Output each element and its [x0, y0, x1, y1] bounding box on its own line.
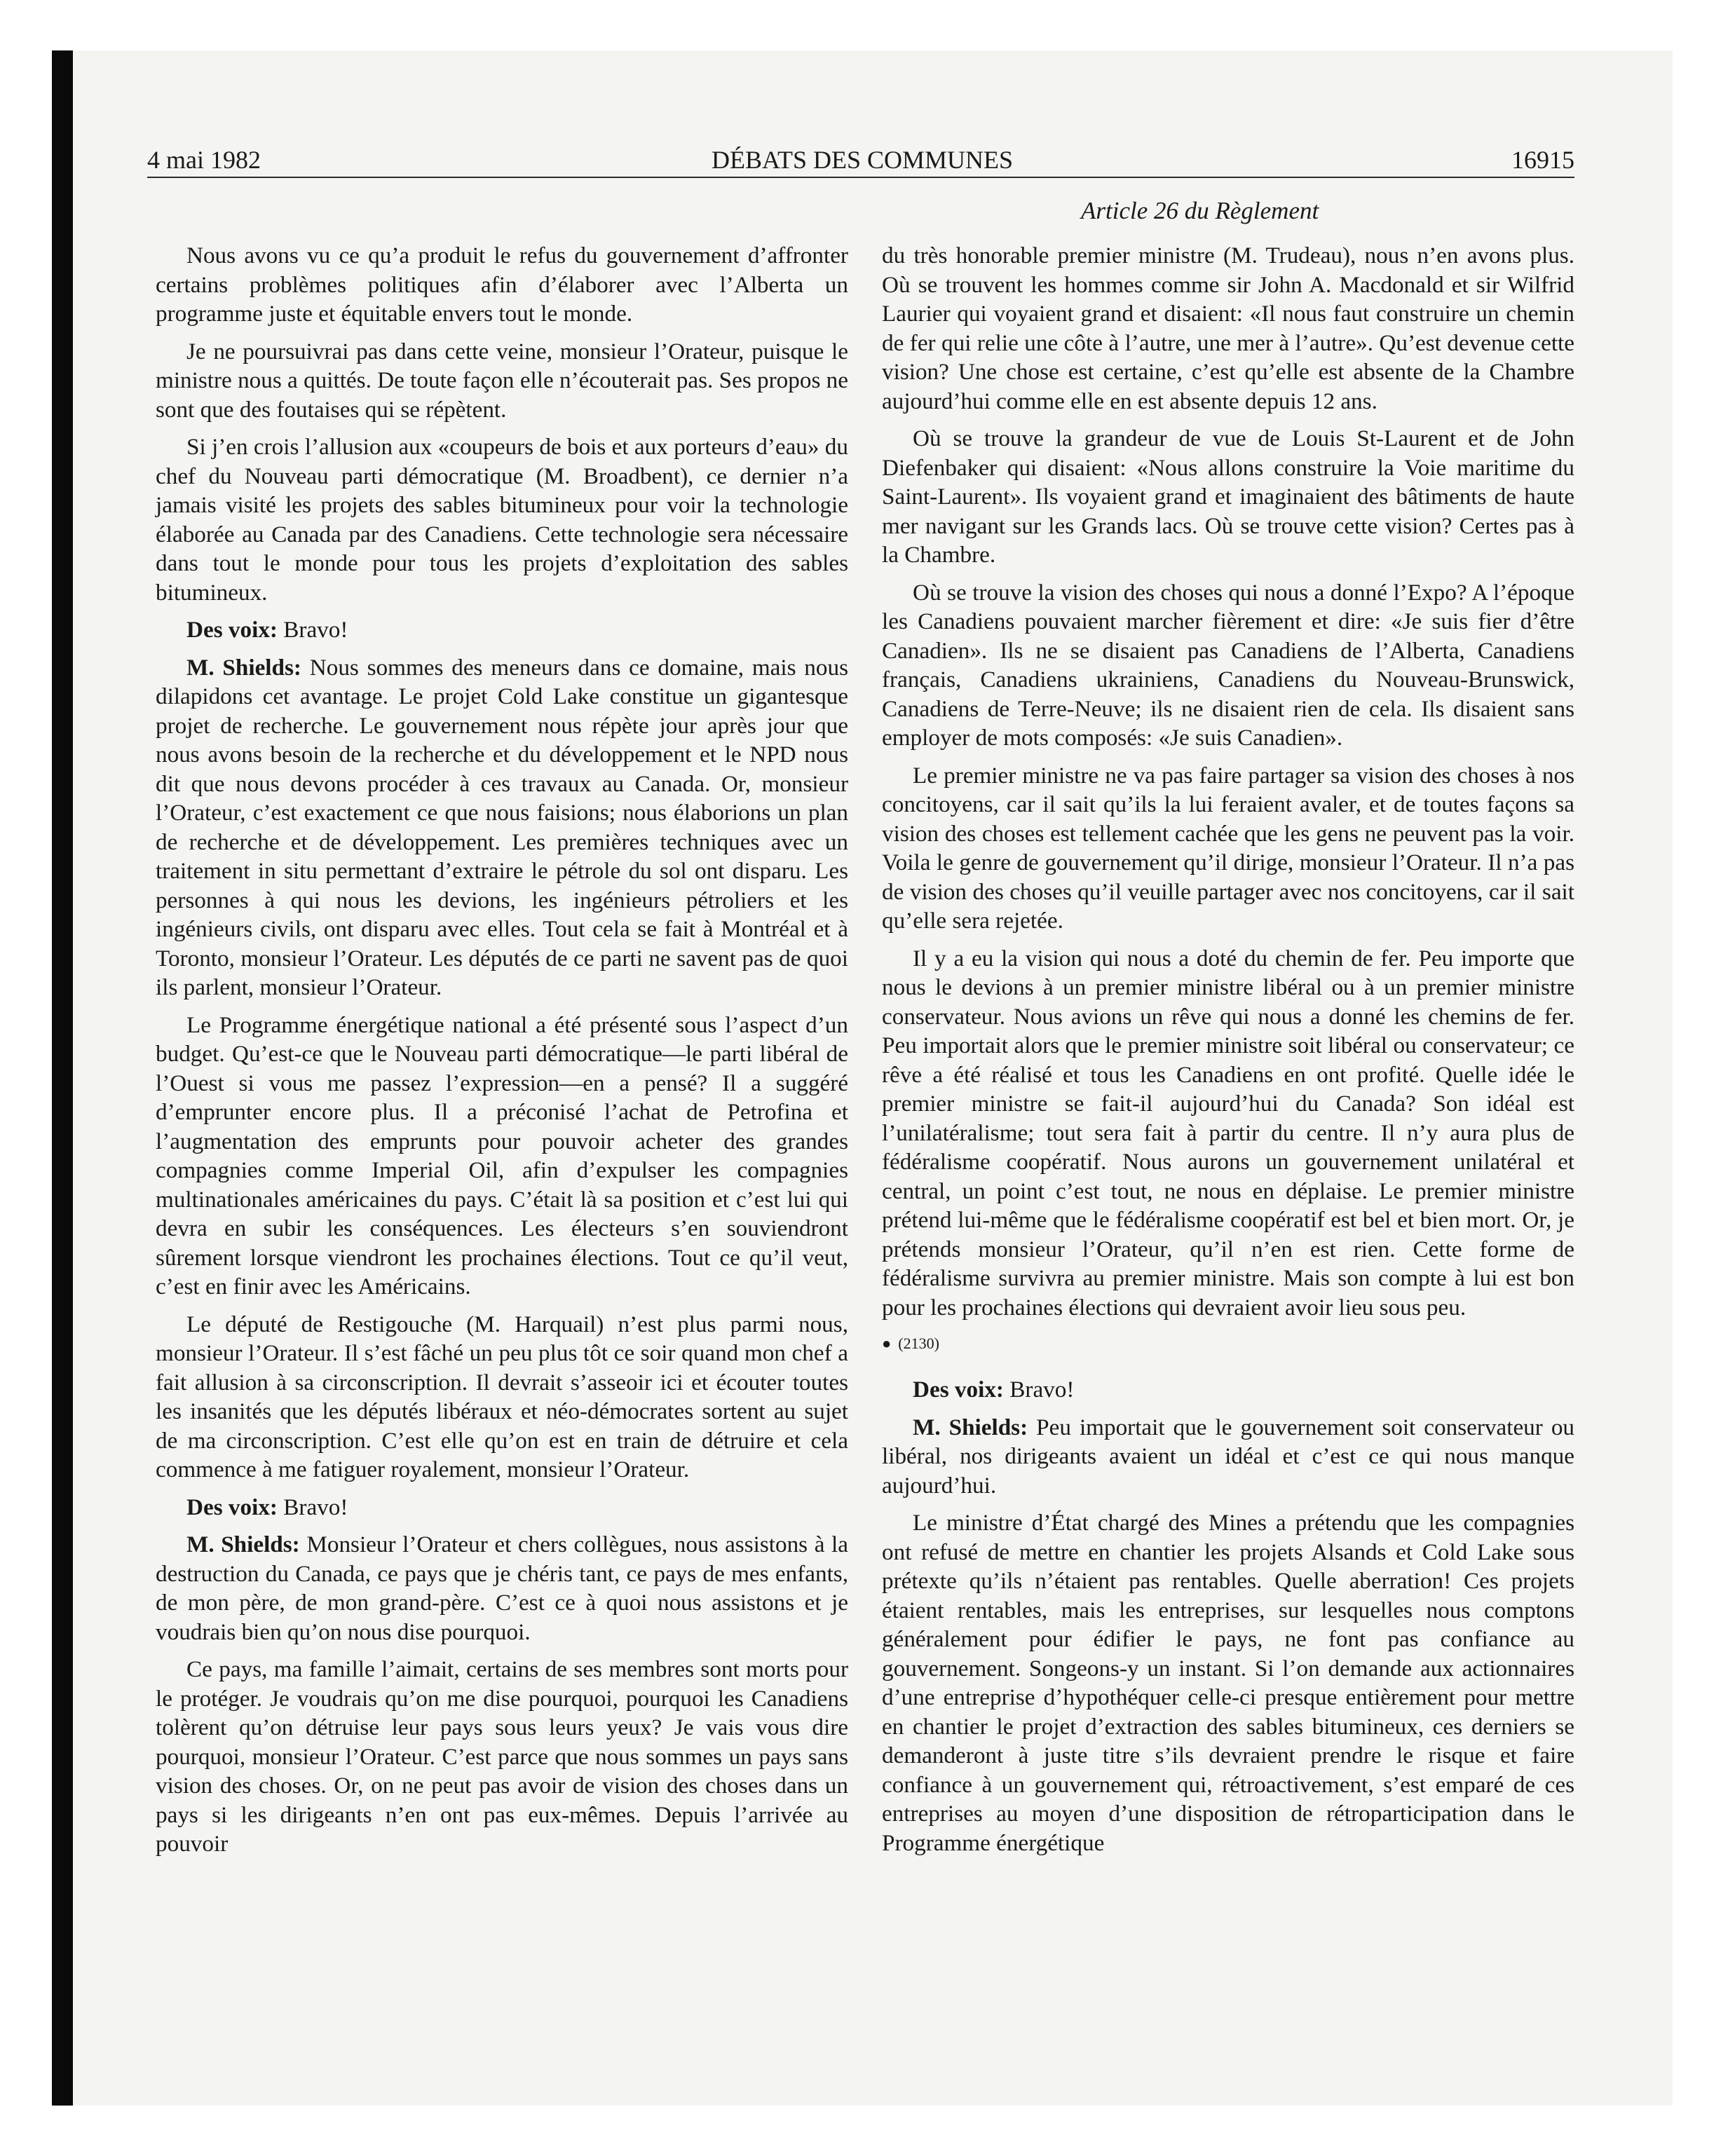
paragraph [882, 424, 1574, 570]
header-rule [147, 177, 1574, 178]
paragraph-text: Le Programme énergétique national a été présenté sous l’aspect d’un budget. Qu’est-ce que le Nouveau parti démocratique—le parti libéral de l’Ouest si vous me passez l’expression—en a pensé? Il a suggéré d’emprunter encore plus. Il a préconisé l’achat de Petrofina et l’augmentation des emprunts pour pouvoir acheter des grandes compagnies comme Imperial Oil, afin d’expulser les compagnies multinationales américaines du pays. C’était là sa position et c’est lui qui devra en subir les conséquences. Les électeurs s’en souviendront sûrement lorsque viendront les prochaines élections. Tout ce qu’il veut, c’est en finir avec les Américains. [156, 1011, 848, 1299]
paragraph [882, 1508, 1574, 1857]
paragraph [156, 1530, 848, 1646]
paragraph-text: Le premier ministre ne va pas faire partager sa vision des choses à nos concitoyens, car il sait qu’ils la lui feraient avaler, et de toutes façons sa vision des choses est tellement cachée que les gens ne peuvent pas la voir. Voila le genre de gouvernement qu’il dirige, monsieur l’Orateur. Il n’a pas de vision des choses qu’il veuille partager avec nos concitoyens, car il sait qu’elle sera rejetée. [882, 762, 1574, 934]
paragraph [156, 1310, 848, 1485]
section-title: Article 26 du Règlement [1081, 197, 1319, 224]
header-page-number: 16915 [1511, 146, 1574, 174]
paragraph-text: Monsieur l’Orateur et chers collègues, nous assistons à la destruction du Canada, ce pays que je chéris tant, ce pays de mes enfants, de mon père, de mon grand-père. C’est ce à quoi nous assistons et je voudrais bien qu’on nous dise pourquoi. [156, 1531, 848, 1645]
speaker-name: Des voix: [186, 1494, 278, 1520]
paragraph [882, 241, 1574, 416]
paragraph [156, 1493, 848, 1522]
scan-edge-bar [52, 50, 73, 2106]
paragraph [156, 1011, 848, 1302]
paragraph [156, 1655, 848, 1859]
paragraph-text: du très honorable premier ministre (M. Trudeau), nous n’en avons plus. Où se trouvent les hommes comme sir John A. Macdonald et sir Wilfrid Laurier qui voyaient grand et disaient: «Il nous faut construire un chemin de fer qui relie une côte à l’autre, une mer à l’autre». Qu’est devenue cette vision? Une chose est certaine, c’est qu’elle est absente de la Chambre aujourd’hui comme elle en est absente depuis 12 ans. [882, 243, 1574, 414]
scanned-page [52, 50, 1673, 2106]
paragraph [156, 615, 848, 645]
speaker-name: Des voix: [186, 617, 278, 643]
paragraph [156, 653, 848, 1002]
time-marker-label: (2130) [898, 1335, 939, 1352]
speaker-name: M. Shields: [913, 1414, 1028, 1440]
paragraph-text: Bravo! [283, 617, 348, 643]
left-column [156, 241, 848, 1859]
paragraph [156, 241, 848, 329]
header-date: 4 mai 1982 [147, 146, 261, 174]
paragraph-text: Si j’en crois l’allusion aux «coupeurs de bois et aux porteurs d’eau» du chef du Nouveau parti démocratique (M. Broadbent), ce dernier n’a jamais visité les projets des sables bitumineux pour voir la technologie élaborée au Canada par des Canadiens. Cette technologie sera nécessaire dans tout le monde pour tous les projets d’exploitation des sables bitumineux. [156, 434, 848, 606]
paragraph-text: Le député de Restigouche (M. Harquail) n’est plus parmi nous, monsieur l’Orateur. Il s’est fâché un peu plus tôt ce soir quand mon chef a fait allusion à sa circonscription. Il devrait s’asseoir ici et écouter toutes les insanités que les députés libéraux et néo-démocrates sortent au sujet de ma circonscription. C’est elle qu’on est en train de détruire et cela commence à me fatiguer royalement, monsieur l’Orateur. [156, 1311, 848, 1482]
paragraph-text: Où se trouve la grandeur de vue de Louis St-Laurent et de John Diefenbaker qui disaient: «Nous allons construire la Voie maritime du Saint-Laurent». Ils voyaient grand et imaginaient des bâtiments de haute mer navigant sur les Grands lacs. Où se trouve cette vision? Certes pas à la Chambre. [882, 425, 1574, 568]
paragraph [156, 432, 848, 607]
paragraph [156, 337, 848, 425]
speaker-name: M. Shields: [186, 1531, 300, 1557]
paragraph-text: Nous sommes des meneurs dans ce domaine, mais nous dilapidons cet avantage. Le projet Cold Lake constitue un gigantesque projet de recherche. Le gouvernement nous répète jour après jour que nous avons besoin de la recherche et du développement et le NPD nous dit que nous devons procéder à ces travaux au Canada. Or, monsieur l’Orateur, c’est exactement ce que nous faisions; nous élaborions un plan de recherche et de développement. Les premières techniques avec un traitement in situ permettant d’extraire le pétrole du sol ont disparu. Les personnes à qui nous les devions, les ingénieurs pétroliers et les ingénieurs civils, ont disparu avec elles. Tout cela se fait à Montréal et à Toronto, monsieur l’Orateur. Les députés de ce parti ne savent pas de quoi ils parlent, monsieur l’Orateur. [156, 654, 849, 1000]
paragraph-text: Peu importait que le gouvernement soit conservateur ou libéral, nos dirigeants avaient un idéal et c’est ce qui nous manque aujourd’hui. [882, 1414, 1575, 1499]
paragraph-text: Ce pays, ma famille l’aimait, certains de ses membres sont morts pour le protéger. Je voudrais qu’on me dise pourquoi, pourquoi les Canadiens tolèrent qu’on détruise leur pays sous leurs yeux? Je vais vous dire pourquoi, monsieur l’Orateur. C’est parce que nous sommes un pays sans vision des choses. Or, on ne peut pas avoir de vision des choses dans un pays si les dirigeants n’en ont pas eux-mêmes. Depuis l’arrivée au pouvoir [156, 1656, 848, 1857]
paragraph-text: Nous avons vu ce qu’a produit le refus du gouvernement d’affronter certains problèmes politiques afin d’élaborer avec l’Alberta un programme juste et équitable envers tout le monde. [156, 243, 848, 327]
header-title: DÉBATS DES COMMUNES [711, 146, 1014, 174]
paragraph [882, 761, 1574, 936]
time-marker [882, 1332, 1574, 1356]
right-column [882, 241, 1574, 1857]
paragraph [882, 1413, 1574, 1501]
paragraph-text: Bravo! [283, 1494, 348, 1520]
paragraph-text: Le ministre d’État chargé des Mines a prétendu que les compagnies ont refusé de mettre en chantier les projets Alsands et Cold Lake sous prétexte qu’ils n’étaient pas rentables. Quelle aberration! Ces projets étaient rentables, mais les entreprises, sur lesquelles nous comptons généralement pour édifier le pays, ne font pas confiance au gouvernement. Songeons-y un instant. Si l’on demande aux actionnaires d’une entreprise d’hypothéquer celle-ci presque entièrement pour mettre en chantier le projet d’extraction des sables bitumineux, ces derniers se demanderont à juste titre s’ils devraient prendre le risque et faire confiance à un gouvernement qui, rétroactivement, s’est emparé de ces entreprises au moyen d’une disposition de rétroparticipation dans le Programme énergétique [882, 1510, 1574, 1856]
paragraph-text: Bravo! [1009, 1377, 1075, 1403]
paragraph-text: Où se trouve la vision des choses qui nous a donné l’Expo? A l’époque les Canadiens pouvaient marcher fièrement et dire: «Je suis fier d’être Canadien». Ils ne se disaient pas Canadiens de l’Alberta, Canadiens français, Canadiens ukrainiens, Canadiens du Nouveau-Brunswick, Canadiens de Terre-Neuve; ils ne disaient rien de cela. Ils disaient sans employer de mots composés: «Je suis Canadien». [882, 579, 1574, 751]
speaker-name: M. Shields: [186, 654, 301, 681]
bullet-icon: ● [882, 1335, 892, 1352]
paragraph-text: Il y a eu la vision qui nous a doté du chemin de fer. Peu importe que nous le devions à un premier ministre libéral ou à un premier ministre conservateur. Nous avions un rêve qui nous a donné les chemins de fer. Peu importait alors que le premier ministre soit libéral ou conservateur; ce rêve a été réalisé et tous les Canadiens en ont profité. Quelle idée le premier ministre se fait-il aujourd’hui du Canada? Son idéal est l’unilatéralisme; tout sera fait à partir du centre. Il n’y aura plus de fédéralisme coopératif. Nous aurons un gouvernement unilatéral et central, un point c’est tout, ne nous en déplaise. Le premier ministre prétend lui-même que le fédéralisme coopératif est bel et bien mort. Or, je prétends monsieur l’Orateur, qu’il n’en est rien. Cette forme de fédéralisme survivra au premier ministre. Mais son compte à lui est bon pour les prochaines élections qui devraient avoir lieu sous peu. [882, 945, 1574, 1321]
paragraph [882, 578, 1574, 753]
speaker-name: Des voix: [913, 1377, 1004, 1403]
paragraph [882, 944, 1574, 1323]
paragraph-text: Je ne poursuivrai pas dans cette veine, monsieur l’Orateur, puisque le ministre nous a quittés. De toute façon elle n’écouterait pas. Ses propos ne sont que des foutaises qui se répètent. [156, 338, 848, 423]
paragraph [882, 1375, 1574, 1405]
